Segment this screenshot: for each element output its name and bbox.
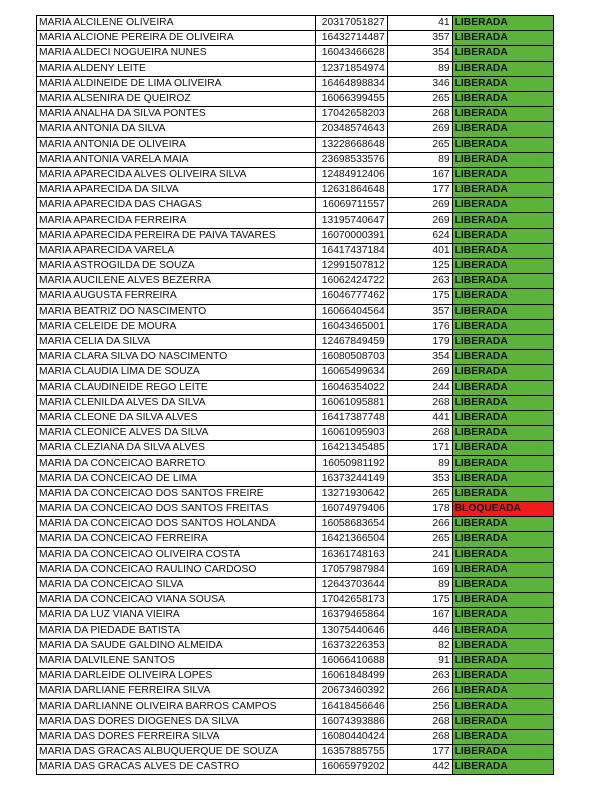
name-cell: MARIA ALDENY LEITE bbox=[37, 61, 316, 76]
status-cell: LIBERADA bbox=[452, 471, 553, 486]
name-cell: MARIA CLEONE DA SILVA ALVES bbox=[37, 410, 316, 425]
name-cell: MARIA DALVILENE SANTOS bbox=[37, 653, 316, 668]
code-cell: 12643703644 bbox=[315, 577, 387, 592]
code-cell: 16417437184 bbox=[315, 243, 387, 258]
table-row bbox=[37, 198, 554, 213]
number-cell: 441 bbox=[387, 410, 452, 425]
table-row bbox=[37, 274, 554, 289]
number-cell: 268 bbox=[387, 426, 452, 441]
code-cell: 12484912406 bbox=[315, 167, 387, 182]
name-cell: MARIA DA CONCEICAO RAULINO CARDOSO bbox=[37, 562, 316, 577]
name-cell: MARIA APARECIDA DAS CHAGAS bbox=[37, 198, 316, 213]
status-cell: LIBERADA bbox=[452, 365, 553, 380]
table-row bbox=[37, 684, 554, 699]
table-row bbox=[37, 729, 554, 744]
status-cell: LIBERADA bbox=[452, 198, 553, 213]
status-cell: LIBERADA bbox=[452, 608, 553, 623]
status-cell: LIBERADA bbox=[452, 243, 553, 258]
number-cell: 125 bbox=[387, 259, 452, 274]
code-cell: 16061095881 bbox=[315, 395, 387, 410]
status-cell: LIBERADA bbox=[452, 380, 553, 395]
status-cell: LIBERADA bbox=[452, 699, 553, 714]
status-cell: LIBERADA bbox=[452, 653, 553, 668]
number-cell: 401 bbox=[387, 243, 452, 258]
code-cell: 13075440646 bbox=[315, 623, 387, 638]
status-cell: LIBERADA bbox=[452, 289, 553, 304]
number-cell: 177 bbox=[387, 745, 452, 760]
name-cell: MARIA ANTONIA VARELA MAIA bbox=[37, 152, 316, 167]
name-cell: MARIA CELIA DA SILVA bbox=[37, 334, 316, 349]
status-cell: BLOQUEADA bbox=[452, 502, 553, 517]
name-cell: MARIA DA CONCEICAO FERREIRA bbox=[37, 532, 316, 547]
code-cell: 16074979406 bbox=[315, 502, 387, 517]
table-row bbox=[37, 593, 554, 608]
number-cell: 446 bbox=[387, 623, 452, 638]
number-cell: 241 bbox=[387, 547, 452, 562]
code-cell: 20348574643 bbox=[315, 122, 387, 137]
name-cell: MARIA BEATRIZ DO NASCIMENTO bbox=[37, 304, 316, 319]
status-cell: LIBERADA bbox=[452, 760, 553, 775]
name-cell: MARIA DA CONCEICAO OLIVEIRA COSTA bbox=[37, 547, 316, 562]
number-cell: 268 bbox=[387, 395, 452, 410]
status-cell: LIBERADA bbox=[452, 152, 553, 167]
status-cell: LIBERADA bbox=[452, 274, 553, 289]
status-cell: LIBERADA bbox=[452, 107, 553, 122]
table-row bbox=[37, 623, 554, 638]
table-row bbox=[37, 441, 554, 456]
code-cell: 16061848499 bbox=[315, 669, 387, 684]
code-cell: 16046354022 bbox=[315, 380, 387, 395]
status-cell: LIBERADA bbox=[452, 684, 553, 699]
status-cell: LIBERADA bbox=[452, 350, 553, 365]
table-row bbox=[37, 745, 554, 760]
code-cell: 13271930642 bbox=[315, 486, 387, 501]
status-cell: LIBERADA bbox=[452, 46, 553, 61]
code-cell: 17042658173 bbox=[315, 593, 387, 608]
status-cell: LIBERADA bbox=[452, 486, 553, 501]
number-cell: 357 bbox=[387, 31, 452, 46]
name-cell: MARIA APARECIDA FERREIRA bbox=[37, 213, 316, 228]
number-cell: 265 bbox=[387, 532, 452, 547]
code-cell: 16417387748 bbox=[315, 410, 387, 425]
table-row bbox=[37, 76, 554, 91]
code-cell: 16373244149 bbox=[315, 471, 387, 486]
code-cell: 16070000391 bbox=[315, 228, 387, 243]
number-cell: 169 bbox=[387, 562, 452, 577]
code-cell: 16066399455 bbox=[315, 91, 387, 106]
table-row bbox=[37, 547, 554, 562]
number-cell: 268 bbox=[387, 714, 452, 729]
number-cell: 353 bbox=[387, 471, 452, 486]
number-cell: 171 bbox=[387, 441, 452, 456]
code-cell: 16373226353 bbox=[315, 638, 387, 653]
code-cell: 12631864648 bbox=[315, 183, 387, 198]
code-cell: 20317051827 bbox=[315, 16, 387, 31]
name-cell: MARIA APARECIDA DA SILVA bbox=[37, 183, 316, 198]
status-cell: LIBERADA bbox=[452, 304, 553, 319]
name-cell: MARIA AUCILENE ALVES BEZERRA bbox=[37, 274, 316, 289]
number-cell: 82 bbox=[387, 638, 452, 653]
number-cell: 89 bbox=[387, 152, 452, 167]
table-row bbox=[37, 669, 554, 684]
number-cell: 263 bbox=[387, 669, 452, 684]
status-cell: LIBERADA bbox=[452, 426, 553, 441]
table-row bbox=[37, 91, 554, 106]
name-cell: MARIA DA SAUDE GALDINO ALMEIDA bbox=[37, 638, 316, 653]
name-cell: MARIA ANALHA DA SILVA PONTES bbox=[37, 107, 316, 122]
name-cell: MARIA DARLEIDE OLIVEIRA LOPES bbox=[37, 669, 316, 684]
name-cell: MARIA DAS GRACAS ALVES DE CASTRO bbox=[37, 760, 316, 775]
status-cell: LIBERADA bbox=[452, 623, 553, 638]
records-table-body bbox=[37, 16, 554, 775]
status-cell: LIBERADA bbox=[452, 577, 553, 592]
table-row bbox=[37, 122, 554, 137]
number-cell: 167 bbox=[387, 167, 452, 182]
code-cell: 16043465001 bbox=[315, 319, 387, 334]
code-cell: 16058683654 bbox=[315, 517, 387, 532]
code-cell: 16046777462 bbox=[315, 289, 387, 304]
table-row bbox=[37, 46, 554, 61]
name-cell: MARIA CLARA SILVA DO NASCIMENTO bbox=[37, 350, 316, 365]
status-cell: LIBERADA bbox=[452, 745, 553, 760]
table-row bbox=[37, 653, 554, 668]
table-row bbox=[37, 380, 554, 395]
name-cell: MARIA CLEZIANA DA SILVA ALVES bbox=[37, 441, 316, 456]
status-cell: LIBERADA bbox=[452, 137, 553, 152]
status-cell: LIBERADA bbox=[452, 228, 553, 243]
name-cell: MARIA CELEIDE DE MOURA bbox=[37, 319, 316, 334]
number-cell: 244 bbox=[387, 380, 452, 395]
records-table bbox=[36, 15, 554, 775]
name-cell: MARIA ANTONIA DE OLIVEIRA bbox=[37, 137, 316, 152]
name-cell: MARIA DAS GRACAS ALBUQUERQUE DE SOUZA bbox=[37, 745, 316, 760]
number-cell: 266 bbox=[387, 684, 452, 699]
number-cell: 265 bbox=[387, 137, 452, 152]
code-cell: 20673460392 bbox=[315, 684, 387, 699]
code-cell: 13228668648 bbox=[315, 137, 387, 152]
name-cell: MARIA APARECIDA PEREIRA DE PAIVA TAVARES bbox=[37, 228, 316, 243]
name-cell: MARIA DAS DORES DIOGENES DA SILVA bbox=[37, 714, 316, 729]
number-cell: 354 bbox=[387, 350, 452, 365]
name-cell: MARIA DA CONCEICAO DOS SANTOS FREIRE bbox=[37, 486, 316, 501]
status-cell: LIBERADA bbox=[452, 441, 553, 456]
status-cell: LIBERADA bbox=[452, 669, 553, 684]
number-cell: 167 bbox=[387, 608, 452, 623]
code-cell: 16069711557 bbox=[315, 198, 387, 213]
name-cell: MARIA DA CONCEICAO SILVA bbox=[37, 577, 316, 592]
number-cell: 91 bbox=[387, 653, 452, 668]
table-row bbox=[37, 61, 554, 76]
status-cell: LIBERADA bbox=[452, 532, 553, 547]
code-cell: 13195740647 bbox=[315, 213, 387, 228]
code-cell: 16379465864 bbox=[315, 608, 387, 623]
table-row bbox=[37, 395, 554, 410]
name-cell: MARIA ALCIONE PEREIRA DE OLIVEIRA bbox=[37, 31, 316, 46]
number-cell: 89 bbox=[387, 61, 452, 76]
status-cell: LIBERADA bbox=[452, 319, 553, 334]
name-cell: MARIA CLAUDIA LIMA DE SOUZA bbox=[37, 365, 316, 380]
status-cell: LIBERADA bbox=[452, 259, 553, 274]
code-cell: 16464898834 bbox=[315, 76, 387, 91]
table-row bbox=[37, 16, 554, 31]
name-cell: MARIA ANTONIA DA SILVA bbox=[37, 122, 316, 137]
number-cell: 624 bbox=[387, 228, 452, 243]
status-cell: LIBERADA bbox=[452, 76, 553, 91]
name-cell: MARIA ASTROGILDA DE SOUZA bbox=[37, 259, 316, 274]
table-row bbox=[37, 638, 554, 653]
table-row bbox=[37, 365, 554, 380]
number-cell: 442 bbox=[387, 760, 452, 775]
table-row bbox=[37, 319, 554, 334]
code-cell: 16357885755 bbox=[315, 745, 387, 760]
table-row bbox=[37, 304, 554, 319]
status-cell: LIBERADA bbox=[452, 517, 553, 532]
table-row bbox=[37, 714, 554, 729]
table-row bbox=[37, 517, 554, 532]
name-cell: MARIA ALDECI NOGUEIRA NUNES bbox=[37, 46, 316, 61]
table-row bbox=[37, 577, 554, 592]
table-row bbox=[37, 502, 554, 517]
code-cell: 16080440424 bbox=[315, 729, 387, 744]
name-cell: MARIA DA CONCEICAO DOS SANTOS FREITAS bbox=[37, 502, 316, 517]
table-row bbox=[37, 426, 554, 441]
status-cell: LIBERADA bbox=[452, 183, 553, 198]
table-row bbox=[37, 107, 554, 122]
table-row bbox=[37, 456, 554, 471]
table-row bbox=[37, 410, 554, 425]
table-row bbox=[37, 532, 554, 547]
name-cell: MARIA DAS DORES FERREIRA SILVA bbox=[37, 729, 316, 744]
name-cell: MARIA DARLIANE FERREIRA SILVA bbox=[37, 684, 316, 699]
code-cell: 16061095903 bbox=[315, 426, 387, 441]
table-row bbox=[37, 486, 554, 501]
table-row bbox=[37, 183, 554, 198]
code-cell: 16418456646 bbox=[315, 699, 387, 714]
name-cell: MARIA DA PIEDADE BATISTA bbox=[37, 623, 316, 638]
status-cell: LIBERADA bbox=[452, 638, 553, 653]
number-cell: 346 bbox=[387, 76, 452, 91]
name-cell: MARIA DA LUZ VIANA VIEIRA bbox=[37, 608, 316, 623]
number-cell: 179 bbox=[387, 334, 452, 349]
name-cell: MARIA DARLIANNE OLIVEIRA BARROS CAMPOS bbox=[37, 699, 316, 714]
code-cell: 17042658203 bbox=[315, 107, 387, 122]
status-cell: LIBERADA bbox=[452, 410, 553, 425]
code-cell: 16065979202 bbox=[315, 760, 387, 775]
table-row bbox=[37, 760, 554, 775]
table-row bbox=[37, 289, 554, 304]
name-cell: MARIA DA CONCEICAO DOS SANTOS HOLANDA bbox=[37, 517, 316, 532]
status-cell: LIBERADA bbox=[452, 395, 553, 410]
name-cell: MARIA APARECIDA ALVES OLIVEIRA SILVA bbox=[37, 167, 316, 182]
number-cell: 178 bbox=[387, 502, 452, 517]
code-cell: 16066410688 bbox=[315, 653, 387, 668]
table-row bbox=[37, 152, 554, 167]
number-cell: 268 bbox=[387, 729, 452, 744]
table-row bbox=[37, 350, 554, 365]
code-cell: 12467849459 bbox=[315, 334, 387, 349]
number-cell: 176 bbox=[387, 319, 452, 334]
name-cell: MARIA AUGUSTA FERREIRA bbox=[37, 289, 316, 304]
status-cell: LIBERADA bbox=[452, 729, 553, 744]
name-cell: MARIA DA CONCEICAO DE LIMA bbox=[37, 471, 316, 486]
code-cell: 16074393886 bbox=[315, 714, 387, 729]
name-cell: MARIA DA CONCEICAO VIANA SOUSA bbox=[37, 593, 316, 608]
status-cell: LIBERADA bbox=[452, 334, 553, 349]
status-cell: LIBERADA bbox=[452, 91, 553, 106]
code-cell: 16065499634 bbox=[315, 365, 387, 380]
table-row bbox=[37, 243, 554, 258]
status-cell: LIBERADA bbox=[452, 562, 553, 577]
code-cell: 16043466628 bbox=[315, 46, 387, 61]
code-cell: 17057987984 bbox=[315, 562, 387, 577]
number-cell: 269 bbox=[387, 365, 452, 380]
status-cell: LIBERADA bbox=[452, 213, 553, 228]
status-cell: LIBERADA bbox=[452, 456, 553, 471]
code-cell: 16062424722 bbox=[315, 274, 387, 289]
table-row bbox=[37, 562, 554, 577]
code-cell: 16421366504 bbox=[315, 532, 387, 547]
code-cell: 12991507812 bbox=[315, 259, 387, 274]
status-cell: LIBERADA bbox=[452, 61, 553, 76]
number-cell: 177 bbox=[387, 183, 452, 198]
table-row bbox=[37, 137, 554, 152]
code-cell: 16080508703 bbox=[315, 350, 387, 365]
number-cell: 265 bbox=[387, 91, 452, 106]
name-cell: MARIA DA CONCEICAO BARRETO bbox=[37, 456, 316, 471]
name-cell: MARIA ALSENIRA DE QUEIROZ bbox=[37, 91, 316, 106]
name-cell: MARIA CLENILDA ALVES DA SILVA bbox=[37, 395, 316, 410]
status-cell: LIBERADA bbox=[452, 714, 553, 729]
table-row bbox=[37, 228, 554, 243]
name-cell: MARIA APARECIDA VARELA bbox=[37, 243, 316, 258]
code-cell: 16066404564 bbox=[315, 304, 387, 319]
status-cell: LIBERADA bbox=[452, 31, 553, 46]
table-row bbox=[37, 31, 554, 46]
number-cell: 266 bbox=[387, 517, 452, 532]
table-row bbox=[37, 259, 554, 274]
table-row bbox=[37, 213, 554, 228]
table-row bbox=[37, 334, 554, 349]
status-cell: LIBERADA bbox=[452, 167, 553, 182]
table-row bbox=[37, 471, 554, 486]
number-cell: 175 bbox=[387, 289, 452, 304]
number-cell: 41 bbox=[387, 16, 452, 31]
code-cell: 16421345485 bbox=[315, 441, 387, 456]
number-cell: 354 bbox=[387, 46, 452, 61]
number-cell: 269 bbox=[387, 198, 452, 213]
table-row bbox=[37, 167, 554, 182]
number-cell: 263 bbox=[387, 274, 452, 289]
number-cell: 175 bbox=[387, 593, 452, 608]
name-cell: MARIA ALCILENE OLIVEIRA bbox=[37, 16, 316, 31]
code-cell: 16361748163 bbox=[315, 547, 387, 562]
code-cell: 23698533576 bbox=[315, 152, 387, 167]
number-cell: 265 bbox=[387, 486, 452, 501]
status-cell: LIBERADA bbox=[452, 16, 553, 31]
number-cell: 256 bbox=[387, 699, 452, 714]
number-cell: 89 bbox=[387, 577, 452, 592]
number-cell: 269 bbox=[387, 122, 452, 137]
status-cell: LIBERADA bbox=[452, 122, 553, 137]
code-cell: 16432714487 bbox=[315, 31, 387, 46]
table-row bbox=[37, 608, 554, 623]
status-cell: LIBERADA bbox=[452, 547, 553, 562]
name-cell: MARIA CLEONICE ALVES DA SILVA bbox=[37, 426, 316, 441]
code-cell: 16050981192 bbox=[315, 456, 387, 471]
name-cell: MARIA ALDINEIDE DE LIMA OLIVEIRA bbox=[37, 76, 316, 91]
code-cell: 12371854974 bbox=[315, 61, 387, 76]
number-cell: 357 bbox=[387, 304, 452, 319]
name-cell: MARIA CLAUDINEIDE REGO LEITE bbox=[37, 380, 316, 395]
number-cell: 268 bbox=[387, 107, 452, 122]
number-cell: 269 bbox=[387, 213, 452, 228]
status-cell: LIBERADA bbox=[452, 593, 553, 608]
number-cell: 89 bbox=[387, 456, 452, 471]
table-row bbox=[37, 699, 554, 714]
